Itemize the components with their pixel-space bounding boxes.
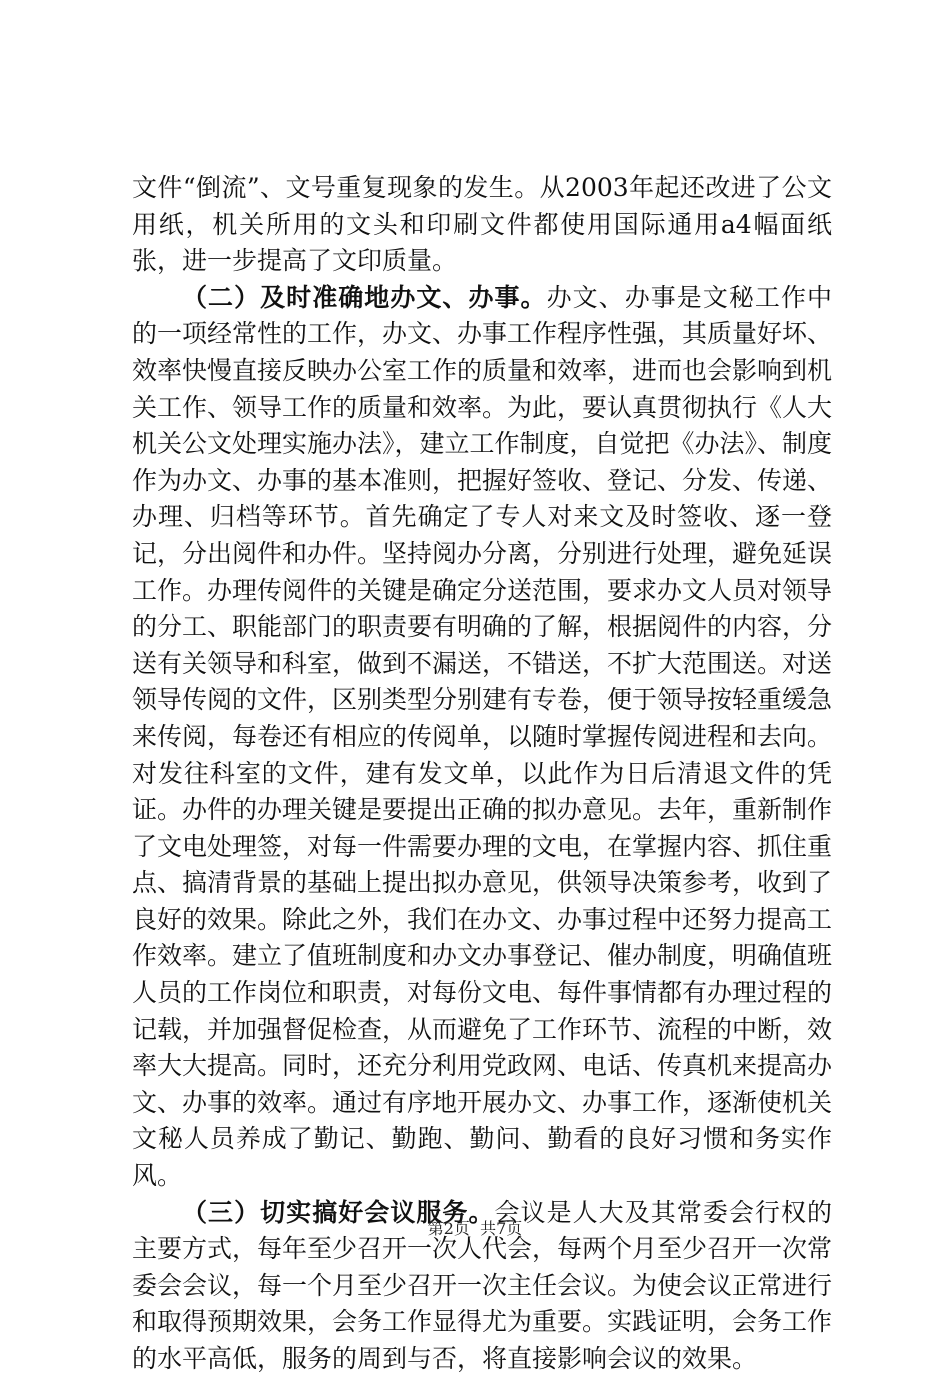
paragraph-1 <box>132 170 832 280</box>
page-footer <box>0 1216 950 1239</box>
page-number: 第2页 共7页 <box>427 1219 523 1238</box>
paragraph-text: 会议是人大及其常委会行权的主要方式，每年至少召开一次人代会，每两个月至少召开一次常委会会议，每一个月至少召开一次主任会议。为使会议正常进行和取得预期效果，会务工作显得尤为重要。实践证明，会务工作的水平高低，服务的周到与否，将直接影响会议的效果。 <box>132 1197 833 1373</box>
paragraph-text: 文件“倒流”、文号重复现象的发生。从2003年起还改进了公文用纸，机关所用的文头和印刷文件都使用国际通用a4幅面纸张，进一步提高了文印质量。 <box>132 173 832 276</box>
section-heading-2: （二）及时准确地办文、办事。 <box>182 282 547 312</box>
paragraph-text: 办文、办事是文秘工作中的一项经常性的工作，办文、办事工作程序性强，其质量好坏、效率快慢直接反映办公室工作的质量和效率，进而也会影响到机关工作、领导工作的质量和效率。为此，要认真贯彻执行《人大机关公文处理实施办法》，建立工作制度，自觉把《办法》、制度作为办文、办事的基本准则，把握好签收、登记、分发、传递、办理、归档等环节。首先确定了专人对来文及时签收、逐一登记，分出阅件和办件。坚持阅办分离，分别进行处理，避免延误工作。办理传阅件的关键是确定分送范围，要求办文人员对领导的分工、职能部门的职责要有明确的了解，根据阅件的内容，分送有关领导和科室，做到不漏送，不错送，不扩大范围送。对送领导传阅的文件，区别类型分别建有专卷，便于领导按轻重缓急来传阅，每卷还有相应的传阅单，以随时掌握传阅进程和去向。对发往科室的文件，建有发文单，以此作为日后清退文件的凭证。办件的办理关键是要提出正确的拟办意见。去年，重新制作了文电处理签，对每一件需要办理的文电，在掌握内容、抓住重点、搞清背景的基础上提出拟办意见，供领导决策参考，收到了良好的效果。除此之外，我们在办文、办事过程中还努力提高工作效率。建立了值班制度和办文办事登记、催办制度，明确值班人员的工作岗位和职责，对每份文电、每件事情都有办理过程的记载，并加强督促检查，从而避免了工作环节、流程的中断，效率大大提高。同时，还充分利用党政网、电话、传真机来提高办文、办事的效率。通过有序地开展办文、办事工作，逐渐使机关文秘人员养成了勤记、勤跑、勤问、勤看的良好习惯和务实作风。 <box>132 282 833 1191</box>
document-body <box>132 170 832 1378</box>
section-heading-3: （三）切实搞好会议服务。 <box>182 1197 495 1227</box>
paragraph-2 <box>132 280 832 1195</box>
